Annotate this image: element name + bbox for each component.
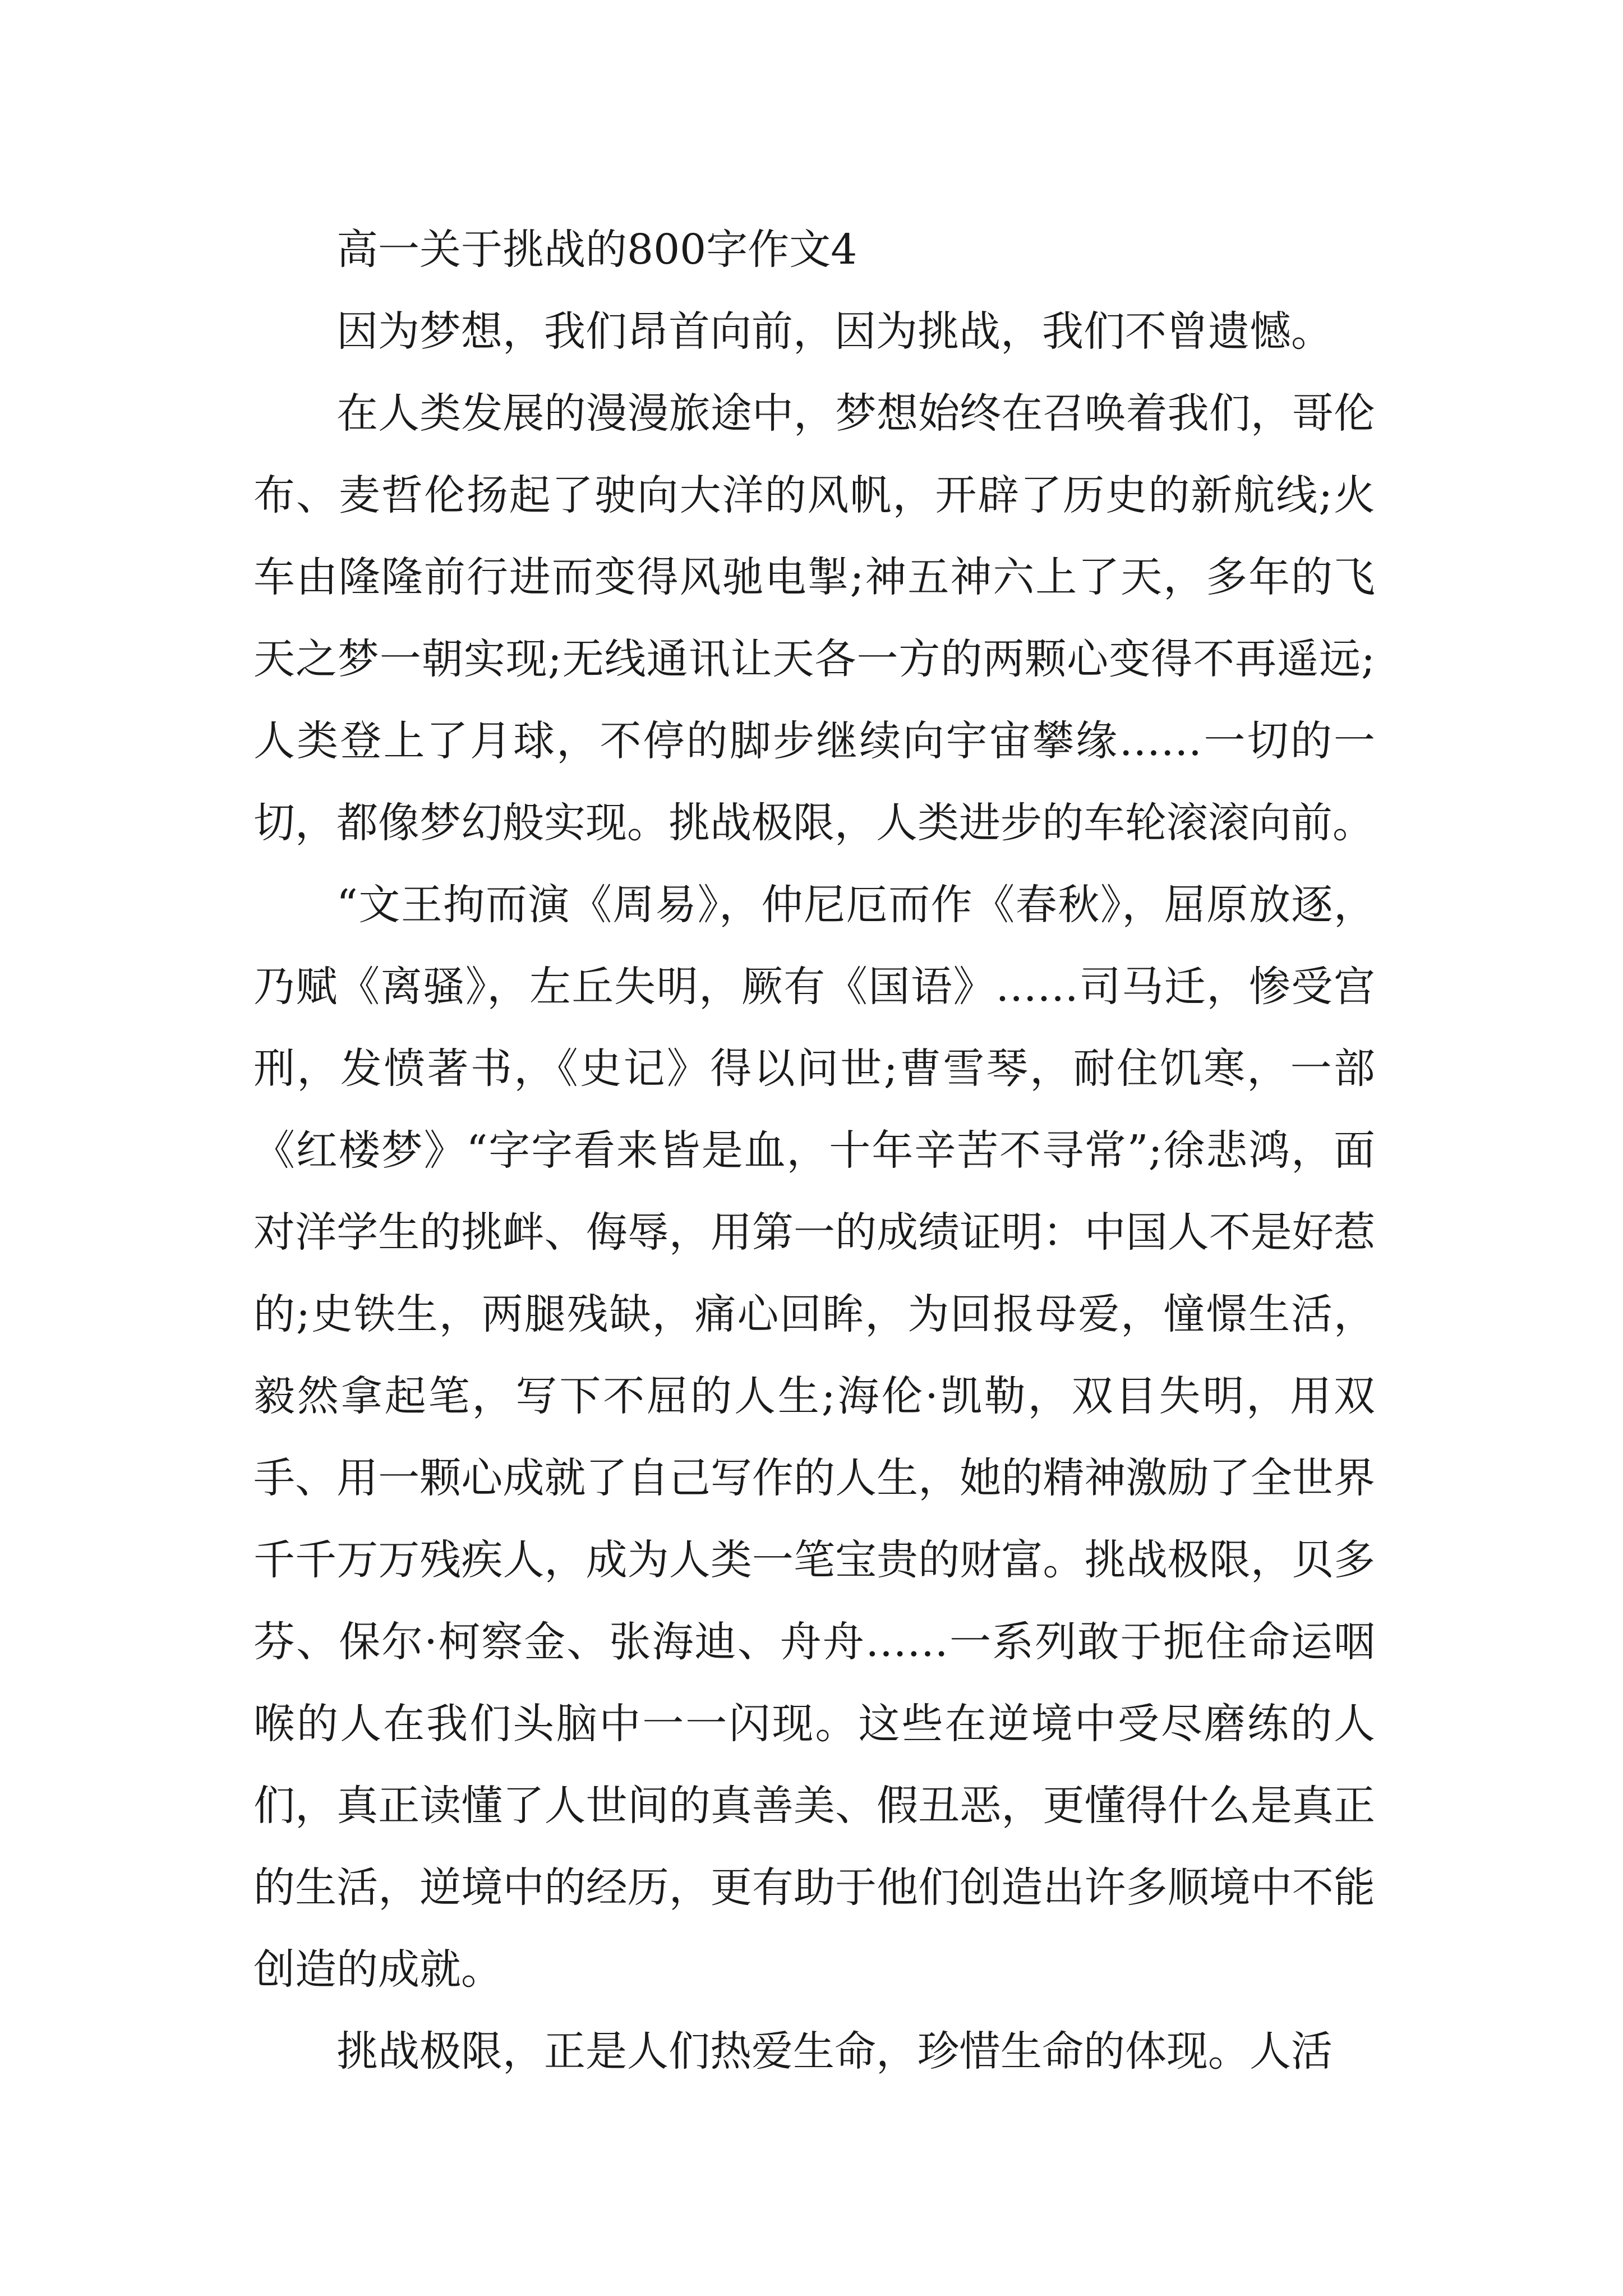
paragraph-1: 因为梦想，我们昂首向前，因为挑战，我们不曾遗憾。	[336, 307, 1332, 356]
paragraph-3: “文王拘而演《周易》，仲尼厄而作《春秋》，屈原放逐，乃赋《离骚》，左丘失明，厥有《国语》……司马迁，惨受宫刑，发愤著书，《史记》得以问世;曹雪琴，耐住饥寒，一部《红楼梦》“字字看来皆是血，十年辛苦不寻常”;徐悲鸿，面对洋学生的挑衅、侮辱，用第一的成绩证明：中国人不是好惹的;史铁生，两腿残缺，痛心回眸，为回报母爱，憧憬生活，毅然拿起笔，写下不屈的人生;海伦·凯勒，双目失明，用双手、用一颗心成就了自己写作的人生，她的精神激励了全世界千千万万残疾人，成为人类一笔宝贵的财富。挑战极限，贝多芬、保尔·柯察金、张海迪、舟舟……一系列敢于扼住命运咽喉的人在我们头脑中一一闪现。这些在逆境中受尽磨练的人们，真正读懂了人世间的真善美、假丑恶，更懂得什么是真正的生活，逆境中的经历，更有助于他们创造出许多顺境中不能创造的成就。	[253, 881, 1375, 1994]
paragraph-2: 在人类发展的漫漫旅途中，梦想始终在召唤着我们，哥伦布、麦哲伦扬起了驶向大洋的风帆，开辟了历史的新航线;火车由隆隆前行进而变得风驰电掣;神五神六上了天，多年的飞天之梦一朝实现;无线通讯让天各一方的两颗心变得不再遥远;人类登上了月球，不停的脚步继续向宇宙攀缘……一切的一切，都像梦幻般实现。挑战极限，人类进步的车轮滚滚向前。	[253, 389, 1375, 847]
essay-body	[253, 209, 1375, 2092]
essay-title: 高一关于挑战的800字作文4	[336, 226, 857, 274]
paragraph-4: 挑战极限，正是人们热爱生命，珍惜生命的体现。人活	[336, 2027, 1332, 2076]
